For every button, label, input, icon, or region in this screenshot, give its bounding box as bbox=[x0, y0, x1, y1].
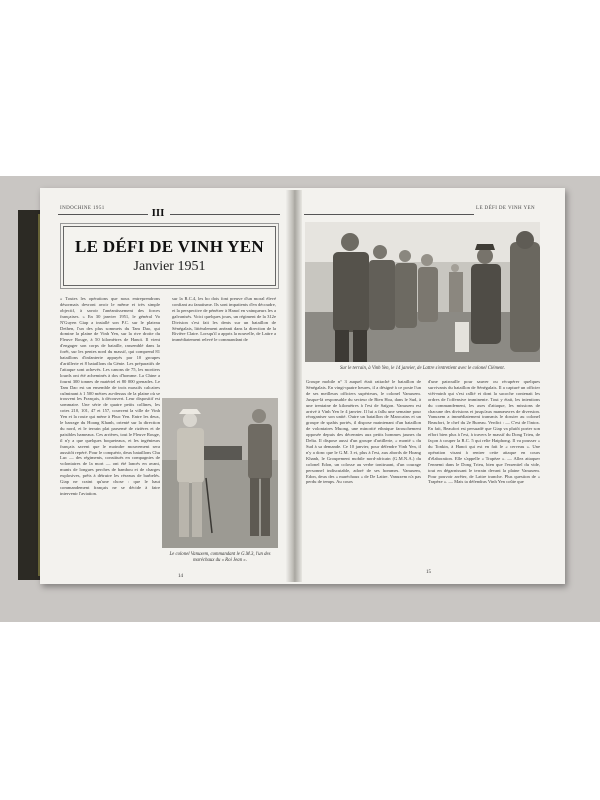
left-column-2-text: sur la R.C.4, les bo dois font preuve d'un moral élevé confiant au fanatisme. Ils sont impatients d'en découdre, et la perspective de pénétrer à Hanoï en vainqueurs les a galvanisés. Voici quelques jours, un régiment de la 312e Division s'est fait les dents sur un bataillon de Sénégalais, littéralement anéanti dans la direction de la Rivière Claire. Lorsqu'il a appris la nouvelle, de Lattre a immédiatement relevé le commandant de bbox=[172, 296, 276, 343]
left-column-1-text: « Toutes les opérations que nous entreprendrons désormais devront avoir le même et très simple objectif, à savoir l'anéantissement des forces françaises. » En 30 janvier 1951, le général Vo N'Guyen Giap a installé son P.C. sur le plateau Dethen, l'un des plus sommets du Tam Dao, qui domine la plaine de Vinh Yen, sur la rive droite du Fleuve Rouge, à 50 kilomètres de Hanoï. Il vient d'engager son corps de bataille, rassemblé dans la forêt, sur les pentes nord du massif, qui comprend 81 bataillons d'infanterie appuyés par 10 groupes d'artillerie et 8 bataillons du Génie. Les préparatifs de l'attaque sont achevés. Les canons de 75, les mortiers lourds ont été acheminés à dos d'homme. La Chine a fourni 300 tonnes de matériel et 80 000 grenades. Le Tam Dao est un ensemble de trois massifs calcaires culminant à 1 500 mètres au-dessus de la plaine où se trouvent les Français, à découvert. Leur dispositif est sommaire. Une série de quatre petits collines, les cotes 210, 101, 47 et 157, couvrent la ville de Vinh Yen et la route qui mène à Phuc Yen. Entre les deux, le barrage du Hoang Khanh, orienté sur la direction du nord, et le terrain plat parsemé de rizières et de paisibles hameaux. Ces arrières, tout le Fleuve Rouge, il n'y a que quelques boqueteaux, et les ingénieurs français savent que le moindre mouvement sera aussitôt repéré. Pour le conquérir, deux bataillons Chu Luc — des régiments, constitués en compagnies de volontaires de la mort — ont été lancés en avant, munis de longues perches de bambou et de charges explosives, prêts à détruire les réseaux de barbelés. Giap ne craint qu'une chose : que le haut commandement français ne se décide à faire intervenir l'aviation. bbox=[60, 296, 160, 496]
chapter-number: III bbox=[151, 207, 165, 219]
chapter-title-box bbox=[63, 226, 276, 286]
vanuxem-photo bbox=[162, 398, 278, 548]
book-gutter bbox=[286, 190, 302, 582]
de-lattre-group-photo bbox=[305, 222, 540, 362]
right-photo-caption: Sur le terrain, à Vinh Yen, le 14 janvier, de Lattre s'entretient avec le colonel Clément. bbox=[340, 366, 505, 371]
chapter-subtitle: Janvier 1951 bbox=[133, 259, 206, 274]
left-running-head: INDOCHINE 1951 bbox=[60, 206, 105, 211]
right-running-rule bbox=[304, 214, 474, 215]
right-column-1-text: Groupe mobile n° 3 auquel était rattaché le bataillon de Sénégalais. En vingt-quatre heures, il a désigné à ce poste l'un de ses meilleurs officiers supérieurs, le colonel Vanuxem. Jusque-là responsable du secteur de Bien Hoa, dans le Sud, à une trentaine de kilomètres à l'est de Saïgon. Vanuxem est arrivé à Vinh Yen le 4 janvier. Il lui a fallu une semaine pour réorganiser son unité. Outre un bataillon de Marocains et un groupe de spahis portés, il dispose maintenant d'un bataillon de volontaires Muong, une minorité ethnique farouchement opposée depuis des décennies aux petits hommes jaunes du Delta. Il dispose aussi d'un groupe d'artillerie, « monté » du Sud à sa demande. Ce 10 janvier, pour défendre Vinh Yen, il n'y a donc que le G.M. 3 et, plus à l'est, aux abords de Hoang Khanh, le Groupement mobile nord-africain (G.M.N.A.) du colonel Edon, un colosse au verbe tonitruant, d'un courage personnel indiscutable, adoré de ses hommes. Vanuxem, Edon, deux des « maréchaux » de De Lattre. Vanuxem n'a pas perdu de temps. Au cours bbox=[306, 379, 421, 485]
left-running-rule-2 bbox=[170, 214, 280, 215]
left-running-rule bbox=[58, 214, 148, 215]
right-running-head: LE DÉFI DE VINH YEN bbox=[476, 206, 535, 211]
left-photo-caption: Le colonel Vanuxem, commandant le G.M.3, l'un des maréchaux du « Roi Jean ». bbox=[169, 552, 271, 563]
right-column-2-text: d'une patrouille pour sauver ou récupérer quelques survivants du bataillon de Sénégalais. Il a capturé un officier viêt-minh qui s'est rallié et dont la sacoche contenait les ordres de l'offensive imminente. Tout y était, les intentions du commandement, les axes d'attaque, les missions de chacune des divisions et jusqu'aux manœuvres de diversion. Vanuxem a immédiatement transmis le dossier au colonel Beaufort, le chef du 2e Bureau. Verdict : — C'est de l'intox. En fait, Beaufort est persuadé que Giap va plutôt porter son effort bien plus à l'est, à travers le massif du Dong Trieu, de façon à couper la R.C. 5 qui relie Haiphong. Il va pousser « du Tonkin, à Hanoï qui est en fait le « cerveau ». Une opération visant à rentrer cette attaque en cours d'élaboration. Elle s'appelle « Trapèze ». — Allez attaquer l'ennemi dans le Dong Trieu, bien que l'essentiel du vide, tout en dégarnissant le terrain devant la plaine Vanuxem. Pour pouvoir arrêter, de Lattre tranche. Plus question de « Trapèze ». — Mais ta défendras Vinh Yen coûte que bbox=[428, 379, 540, 485]
right-page-number: 15 bbox=[426, 570, 431, 575]
left-page-number: 14 bbox=[178, 574, 183, 579]
chapter-title: LE DÉFI DE VINH YEN bbox=[75, 237, 264, 256]
